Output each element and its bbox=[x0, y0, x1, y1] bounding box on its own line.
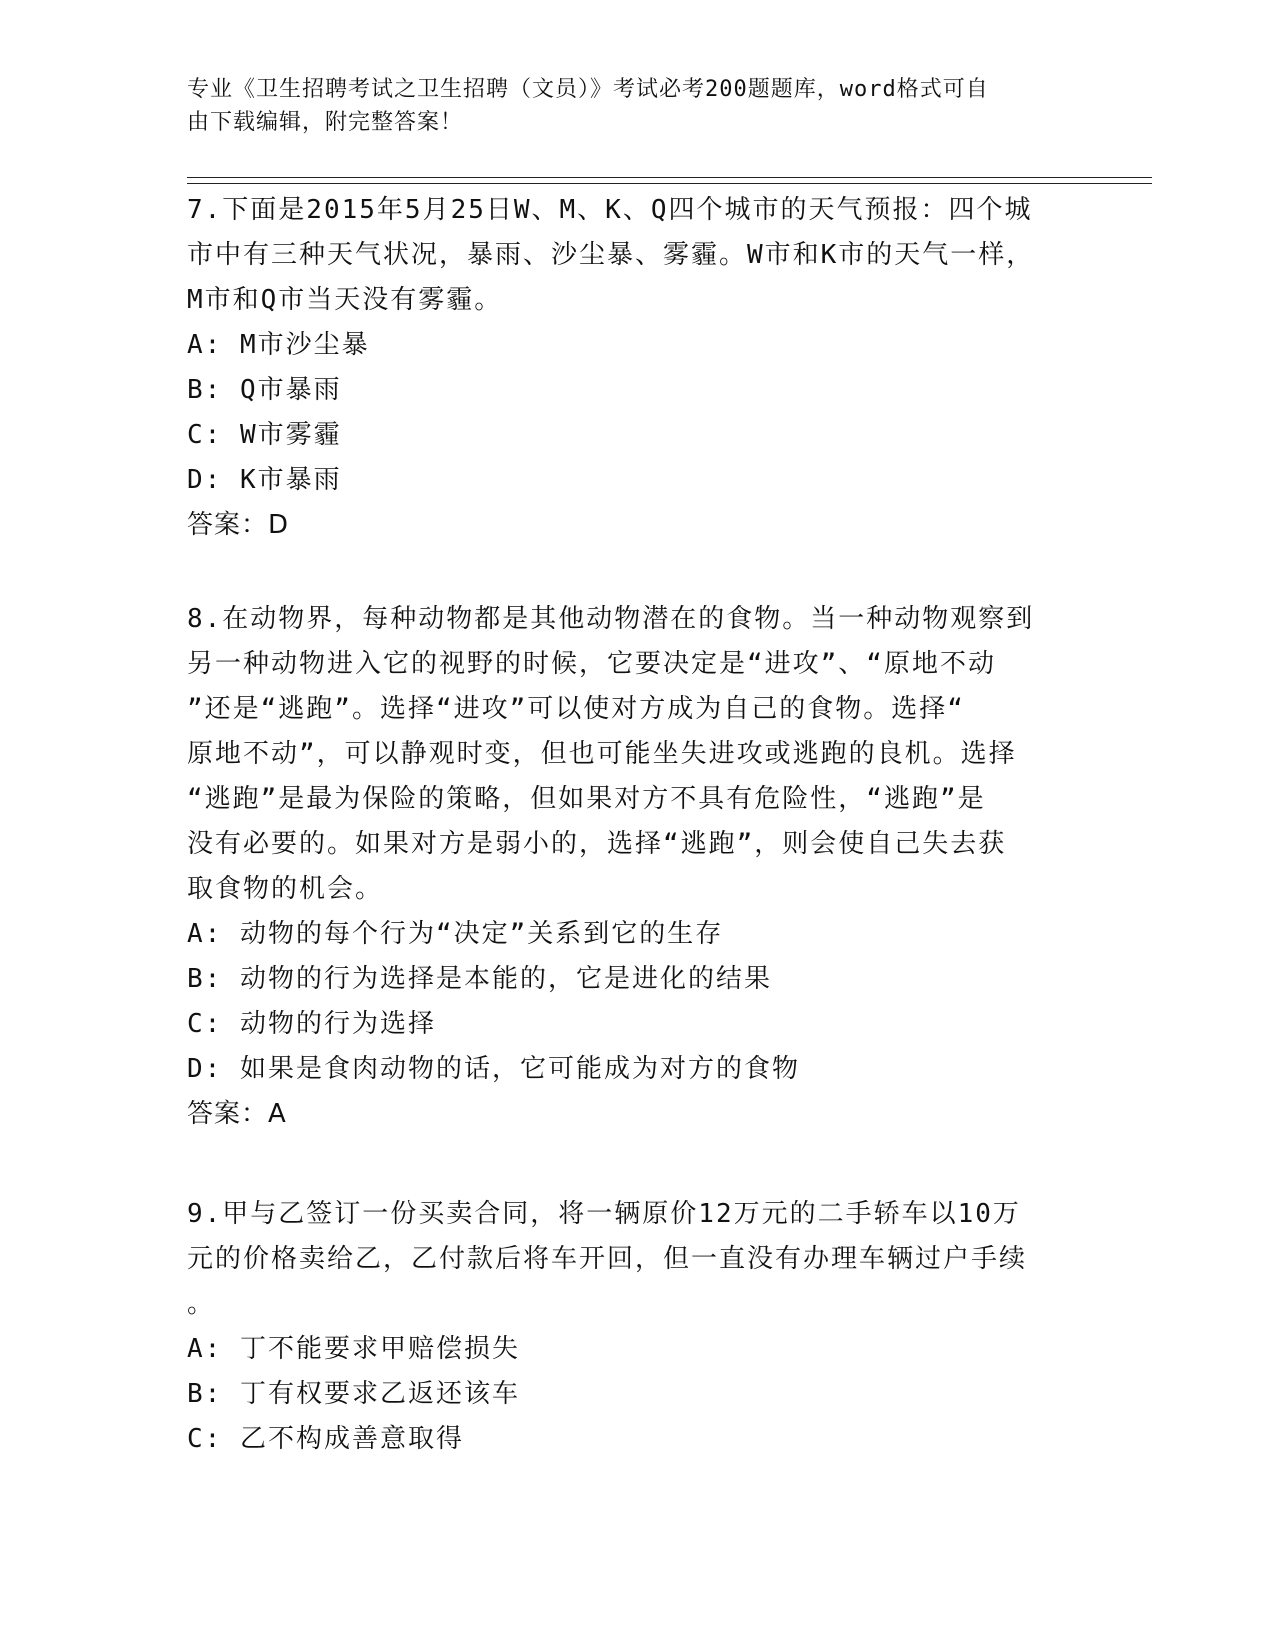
question-7-answer: 答案：D bbox=[187, 510, 290, 540]
question-9-line-2: 元的价格卖给乙，乙付款后将车开回，但一直没有办理车辆过户手续 bbox=[187, 1244, 1028, 1274]
question-8-option-d: D: 如果是食肉动物的话，它可能成为对方的食物 bbox=[187, 1054, 800, 1084]
header-divider-bottom bbox=[187, 183, 1152, 184]
question-7-line-2: 市中有三种天气状况，暴雨、沙尘暴、雾霾。W市和K市的天气一样， bbox=[187, 240, 1035, 270]
question-9 bbox=[187, 1192, 1067, 1462]
question-9-option-b: B: 丁有权要求乙返还该车 bbox=[187, 1379, 520, 1409]
question-7-option-c: C: W市雾霾 bbox=[187, 420, 342, 450]
question-7-line-1: 7.下面是2015年5月25日W、M、K、Q四个城市的天气预报：四个城 bbox=[187, 195, 1033, 225]
question-9-line-3: 。 bbox=[187, 1289, 216, 1319]
question-7-option-a: A: M市沙尘暴 bbox=[187, 330, 370, 360]
question-8-line-5: “逃跑”是最为保险的策略，但如果对方不具有危险性，“逃跑”是 bbox=[187, 784, 986, 814]
header-line-2: 由下载编辑，附完整答案！ bbox=[187, 110, 464, 135]
question-8-option-b: B: 动物的行为选择是本能的，它是进化的结果 bbox=[187, 964, 772, 994]
question-8-line-4: 原地不动”，可以静观时变，但也可能坐失进攻或逃跑的良机。选择 bbox=[187, 739, 1017, 769]
question-9-option-c: C: 乙不构成善意取得 bbox=[187, 1424, 464, 1454]
question-9-option-a: A: 丁不能要求甲赔偿损失 bbox=[187, 1334, 520, 1364]
question-8-option-a: A: 动物的每个行为“决定”关系到它的生存 bbox=[187, 919, 724, 949]
question-9-line-1: 9.甲与乙签订一份买卖合同，将一辆原价12万元的二手轿车以10万 bbox=[187, 1199, 1021, 1229]
question-8-option-c: C: 动物的行为选择 bbox=[187, 1009, 436, 1039]
question-7-option-d: D: K市暴雨 bbox=[187, 465, 342, 495]
question-7-option-b: B: Q市暴雨 bbox=[187, 375, 342, 405]
question-8-line-1: 8.在动物界，每种动物都是其他动物潜在的食物。当一种动物观察到 bbox=[187, 604, 1035, 634]
question-8-answer: 答案：A bbox=[187, 1099, 287, 1129]
header-divider-top bbox=[187, 177, 1152, 178]
document-header bbox=[187, 73, 1067, 139]
question-8-line-2: 另一种动物进入它的视野的时候，它要决定是“进攻”、“原地不动 bbox=[187, 649, 996, 679]
question-8-line-6: 没有必要的。如果对方是弱小的，选择“逃跑”，则会使自己失去获 bbox=[187, 829, 1007, 859]
question-7-line-3: M市和Q市当天没有雾霾。 bbox=[187, 285, 503, 315]
header-line-1: 专业《卫生招聘考试之卫生招聘（文员）》考试必考200题题库，word格式可自 bbox=[187, 77, 989, 102]
question-8-line-3: ”还是“逃跑”。选择“进攻”可以使对方成为自己的食物。选择“ bbox=[187, 694, 965, 724]
question-8-line-7: 取食物的机会。 bbox=[187, 874, 384, 904]
question-7 bbox=[187, 188, 1067, 548]
question-8 bbox=[187, 597, 1067, 1137]
